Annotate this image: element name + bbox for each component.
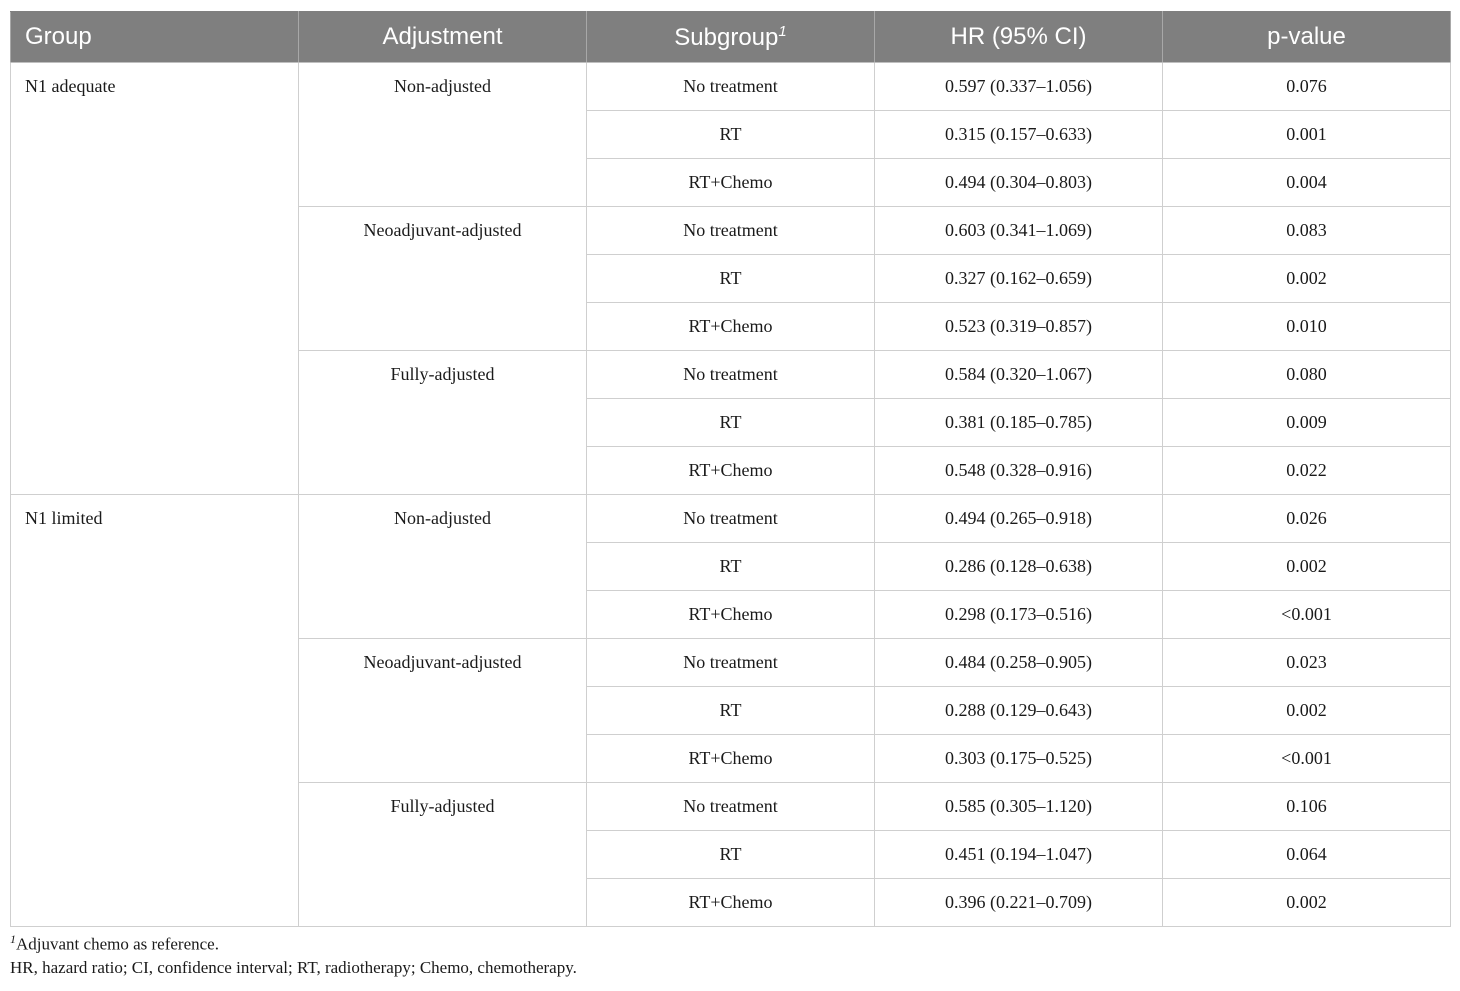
table-row (11, 63, 1451, 111)
hr-cell: 0.381 (0.185–0.785) (875, 399, 1163, 447)
subgroup-cell: No treatment (587, 495, 875, 543)
hr-cell: 0.523 (0.319–0.857) (875, 303, 1163, 351)
group-cell: N1 limited (11, 495, 299, 927)
table-header-row (11, 12, 1451, 63)
subgroup-cell: No treatment (587, 207, 875, 255)
subgroup-cell: RT (587, 831, 875, 879)
pvalue-cell: 0.064 (1163, 831, 1451, 879)
header-adjustment: Adjustment (299, 12, 587, 63)
pvalue-cell: 0.076 (1163, 63, 1451, 111)
table-row (11, 495, 1451, 543)
pvalue-cell: 0.002 (1163, 687, 1451, 735)
hazard-ratio-table (10, 11, 1451, 927)
subgroup-cell: No treatment (587, 639, 875, 687)
adjustment-cell: Non-adjusted (299, 63, 587, 207)
subgroup-cell: RT+Chemo (587, 879, 875, 927)
pvalue-cell: 0.010 (1163, 303, 1451, 351)
adjustment-cell: Neoadjuvant-adjusted (299, 207, 587, 351)
pvalue-cell: <0.001 (1163, 591, 1451, 639)
subgroup-cell: No treatment (587, 63, 875, 111)
group-cell: N1 adequate (11, 63, 299, 495)
hr-cell: 0.286 (0.128–0.638) (875, 543, 1163, 591)
pvalue-cell: 0.083 (1163, 207, 1451, 255)
results-table-container (10, 11, 1450, 927)
adjustment-cell: Fully-adjusted (299, 351, 587, 495)
subgroup-cell: RT+Chemo (587, 303, 875, 351)
hr-cell: 0.396 (0.221–0.709) (875, 879, 1163, 927)
subgroup-cell: RT+Chemo (587, 447, 875, 495)
subgroup-cell: RT (587, 687, 875, 735)
hr-cell: 0.288 (0.129–0.643) (875, 687, 1163, 735)
subgroup-cell: RT (587, 543, 875, 591)
footnote-abbreviations: HR, hazard ratio; CI, confidence interval; RT, radiotherapy; Chemo, chemotherapy. (10, 958, 577, 977)
subgroup-cell: No treatment (587, 351, 875, 399)
hr-cell: 0.584 (0.320–1.067) (875, 351, 1163, 399)
subgroup-cell: RT+Chemo (587, 735, 875, 783)
header-group: Group (11, 12, 299, 63)
footnote-reference-text: Adjuvant chemo as reference. (16, 934, 219, 954)
subgroup-cell: RT (587, 399, 875, 447)
pvalue-cell: 0.002 (1163, 543, 1451, 591)
hr-cell: 0.603 (0.341–1.069) (875, 207, 1163, 255)
header-subgroup-label: Subgroup (674, 23, 779, 51)
pvalue-cell: 0.080 (1163, 351, 1451, 399)
table-body (11, 63, 1451, 927)
footnote-reference (10, 932, 219, 955)
pvalue-cell: 0.026 (1163, 495, 1451, 543)
header-subgroup-footnote-marker: 1 (778, 22, 787, 40)
pvalue-cell: <0.001 (1163, 735, 1451, 783)
hr-cell: 0.451 (0.194–1.047) (875, 831, 1163, 879)
subgroup-cell: RT (587, 111, 875, 159)
pvalue-cell: 0.004 (1163, 159, 1451, 207)
hr-cell: 0.494 (0.304–0.803) (875, 159, 1163, 207)
subgroup-cell: RT (587, 255, 875, 303)
footnote-marker: 1 (10, 932, 16, 946)
pvalue-cell: 0.022 (1163, 447, 1451, 495)
hr-cell: 0.327 (0.162–0.659) (875, 255, 1163, 303)
adjustment-cell: Fully-adjusted (299, 783, 587, 927)
hr-cell: 0.597 (0.337–1.056) (875, 63, 1163, 111)
header-hr: HR (95% CI) (875, 12, 1163, 63)
subgroup-cell: No treatment (587, 783, 875, 831)
hr-cell: 0.303 (0.175–0.525) (875, 735, 1163, 783)
subgroup-cell: RT+Chemo (587, 159, 875, 207)
pvalue-cell: 0.106 (1163, 783, 1451, 831)
header-pvalue: p-value (1163, 12, 1451, 63)
pvalue-cell: 0.001 (1163, 111, 1451, 159)
header-subgroup (587, 12, 875, 63)
adjustment-cell: Non-adjusted (299, 495, 587, 639)
adjustment-cell: Neoadjuvant-adjusted (299, 639, 587, 783)
hr-cell: 0.298 (0.173–0.516) (875, 591, 1163, 639)
subgroup-cell: RT+Chemo (587, 591, 875, 639)
hr-cell: 0.484 (0.258–0.905) (875, 639, 1163, 687)
pvalue-cell: 0.002 (1163, 255, 1451, 303)
pvalue-cell: 0.023 (1163, 639, 1451, 687)
pvalue-cell: 0.002 (1163, 879, 1451, 927)
hr-cell: 0.585 (0.305–1.120) (875, 783, 1163, 831)
pvalue-cell: 0.009 (1163, 399, 1451, 447)
hr-cell: 0.494 (0.265–0.918) (875, 495, 1163, 543)
hr-cell: 0.315 (0.157–0.633) (875, 111, 1163, 159)
hr-cell: 0.548 (0.328–0.916) (875, 447, 1163, 495)
